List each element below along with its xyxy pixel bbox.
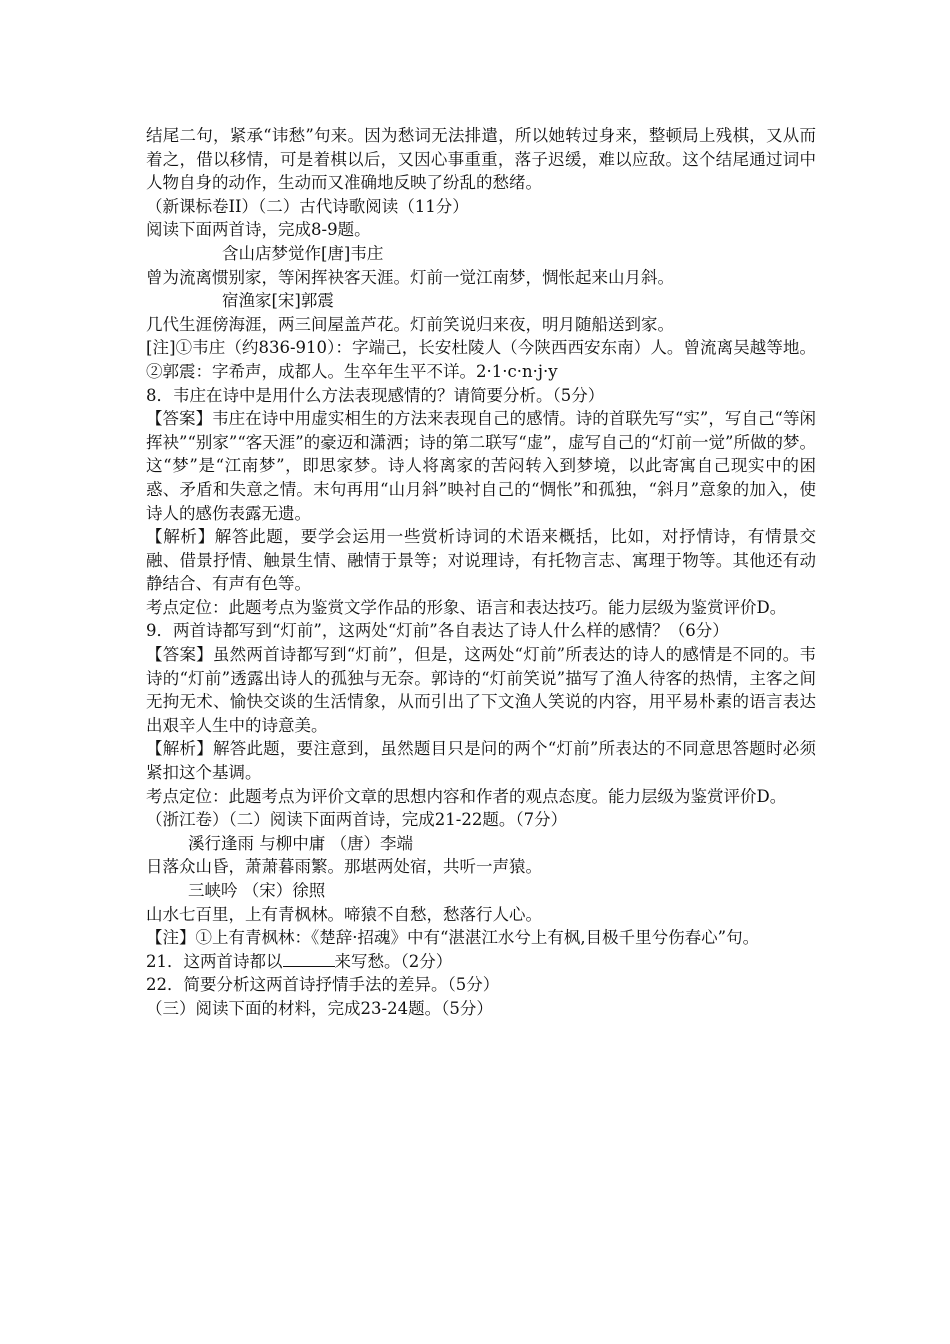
document-body	[146, 124, 816, 1021]
poem-text-xuzhao: 山水七百里，上有青枫林。啼猿不自愁，愁落行人心。	[146, 904, 542, 924]
annotation-zhejiang: 【注】①上有青枫林：《楚辞·招魂》中有“湛湛江水兮上有枫,目极千里兮伤春心”句。	[146, 928, 760, 948]
answer-9: 【答案】虽然两首诗都写到“灯前”，但是，这两处“灯前”所表达的诗人的感情是不同的。韦诗的“灯前”透露出诗人的孤独与无奈。郭诗的“灯前笑说”描写了渔人待客的热情，主客之间无拘无术、愉快交谈的生活情象，从而引出了下文渔人笑说的内容，用平易朴素的语言表达出艰辛人生中的诗意美。	[146, 645, 816, 735]
poem-text-weizhuang: 曾为流离惯别家，等闲挥袂客天涯。灯前一觉江南梦，惆怅起来山月斜。	[146, 267, 674, 287]
point-8: 考点定位：此题考点为鉴赏文学作品的形象、语言和表达技巧。能力层级为鉴赏评价D。	[146, 597, 787, 617]
question-21-prefix: 21．这两首诗都以	[146, 951, 283, 971]
question-22: 22．简要分析这两首诗抒情手法的差异。（5分）	[146, 975, 500, 995]
poem-title-xuzhao: 三峡吟 （宋）徐照	[188, 881, 326, 900]
answer-blank[interactable]	[283, 950, 335, 967]
poem-title-guozhen: 宿渔家[宋]郭震	[222, 291, 334, 311]
poem-title-liduan: 溪行逢雨 与柳中庸 （唐）李端	[188, 833, 413, 853]
paragraph-ending-analysis: 结尾二句，紧承“讳愁”句来。因为愁词无法排遣，所以她转过身来，整顿局上残棋，又从而着之，借以移情，可是着棋以后，又因心事重重，落子迟缓，难以应敌。这个结尾通过词中人物自身的动作，生动而又准确地反映了纷乱的愁绪。	[146, 126, 816, 193]
annotation-note: [注]①韦庄（约836-910）：字端己，长安杜陵人（今陕西西安东南）人。曾流离吴越等地。②郭震：字希声，成都人。生卒年生平不详。2·1·c·n·j·y	[146, 338, 816, 381]
analysis-9: 【解析】解答此题，要注意到，虽然题目只是问的两个“灯前”所表达的不同意思答题时必须紧扣这个基调。	[146, 739, 816, 783]
question-8: 8．韦庄在诗中是用什么方法表现感情的？请简要分析。（5分）	[146, 385, 605, 405]
section-heading-national-ii: （新课标卷II）（二）古代诗歌阅读（11分）	[146, 196, 469, 216]
question-21	[146, 950, 816, 974]
analysis-8: 【解析】解答此题，要学会运用一些赏析诗词的术语来概括，比如，对抒情诗，有情景交融、借景抒情、触景生情、融情于景等；对说理诗，有托物言志、寓理于物等。其他还有动静结合、有声有色等。	[146, 527, 816, 594]
answer-8: 【答案】韦庄在诗中用虚实相生的方法来表现自己的感情。诗的首联先写“实”，写自己“等闲挥袂”“别家”“客天涯”的豪迈和潇洒；诗的第二联写“虚”，虚写自己的“灯前一觉”所做的梦。这“梦”是“江南梦”，即思家梦。诗人将离家的苦闷转入到梦境，以此寄寓自己现实中的困惑、矛盾和失意之情。末句再用“山月斜”映衬自己的“惆怅”和孤独，“斜月”意象的加入，使诗人的感伤表露无遗。	[146, 409, 816, 523]
question-21-suffix: 来写愁。（2分）	[334, 951, 453, 971]
point-9: 考点定位：此题考点为评价文章的思想内容和作者的观点态度。能力层级为鉴赏评价D。	[146, 786, 787, 806]
poem-title-weizhuang: 含山店梦觉作[唐]韦庄	[222, 243, 384, 263]
section-heading-zhejiang: （浙江卷）（二）阅读下面两首诗，完成21-22题。（7分）	[146, 810, 568, 830]
instruction-8-9: 阅读下面两首诗，完成8-9题。	[146, 220, 371, 240]
section-heading-three: （三）阅读下面的材料，完成23-24题。（5分）	[146, 998, 493, 1018]
poem-text-liduan: 日落众山昏，萧萧暮雨繁。那堪两处宿，共听一声猿。	[146, 857, 542, 877]
question-9: 9．两首诗都写到“灯前”，这两处“灯前”各自表达了诗人什么样的感情？（6分）	[146, 621, 729, 641]
poem-text-guozhen: 几代生涯傍海涯，两三间屋盖芦花。灯前笑说归来夜，明月随船送到家。	[146, 314, 674, 334]
